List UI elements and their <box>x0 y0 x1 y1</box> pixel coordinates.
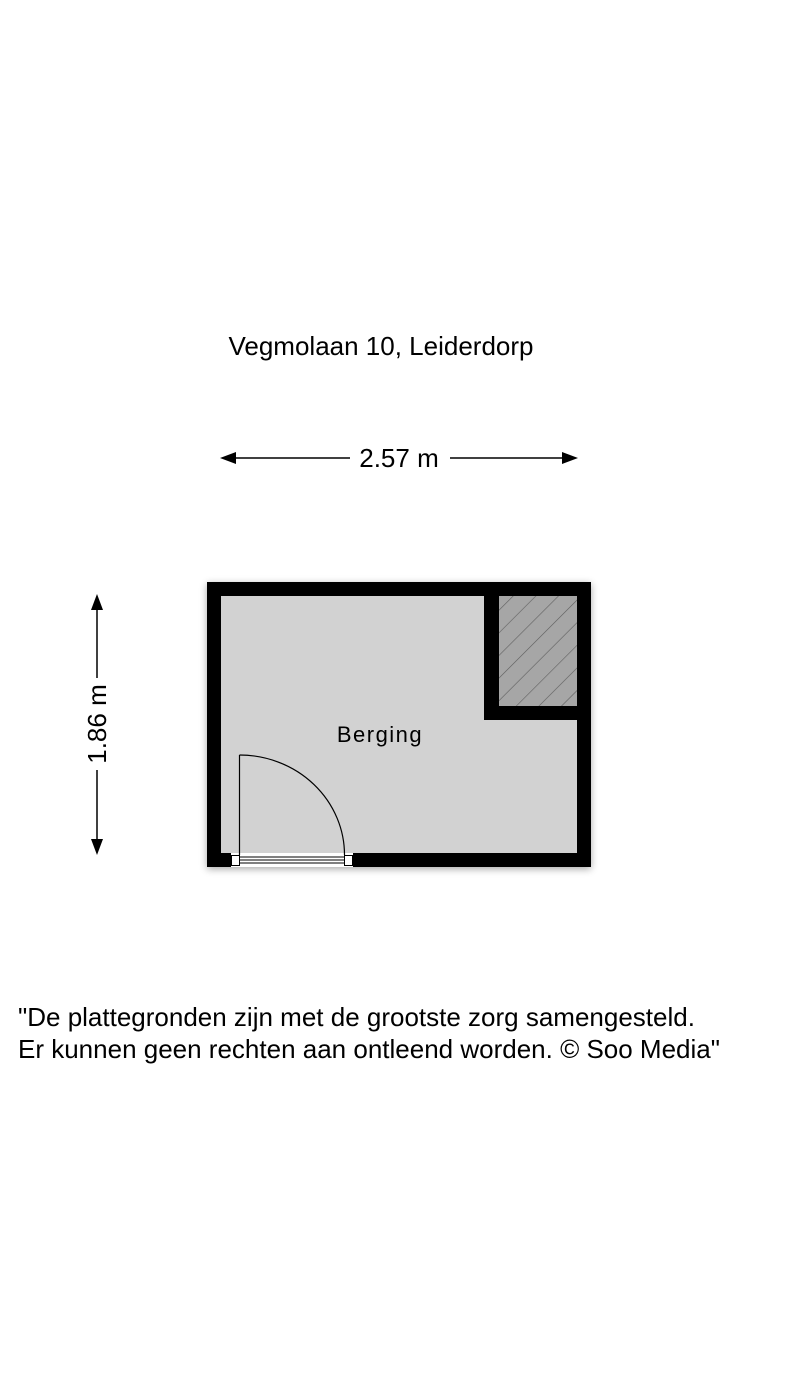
arrow-left-icon <box>220 452 236 464</box>
arrow-right-icon <box>562 452 578 464</box>
arrow-down-icon <box>91 839 103 855</box>
floorplan-title: Vegmolaan 10, Leiderdorp <box>228 331 534 361</box>
width-dimension <box>220 443 578 473</box>
disclaimer <box>18 1001 778 1065</box>
arrow-up-icon <box>91 594 103 610</box>
depth-dimension <box>82 594 112 855</box>
disclaimer-line: Er kunnen geen rechten aan ontleend worden. © Soo Media" <box>18 1034 720 1064</box>
room-label: Berging <box>336 722 424 747</box>
storage-shaft <box>499 596 577 706</box>
room-floor-extension <box>484 720 577 853</box>
disclaimer-line: "De plattegronden zijn met de grootste zorg samengesteld. <box>18 1002 695 1032</box>
width-label: 2.57 m <box>359 443 439 473</box>
depth-label: 1.86 m <box>82 684 112 764</box>
